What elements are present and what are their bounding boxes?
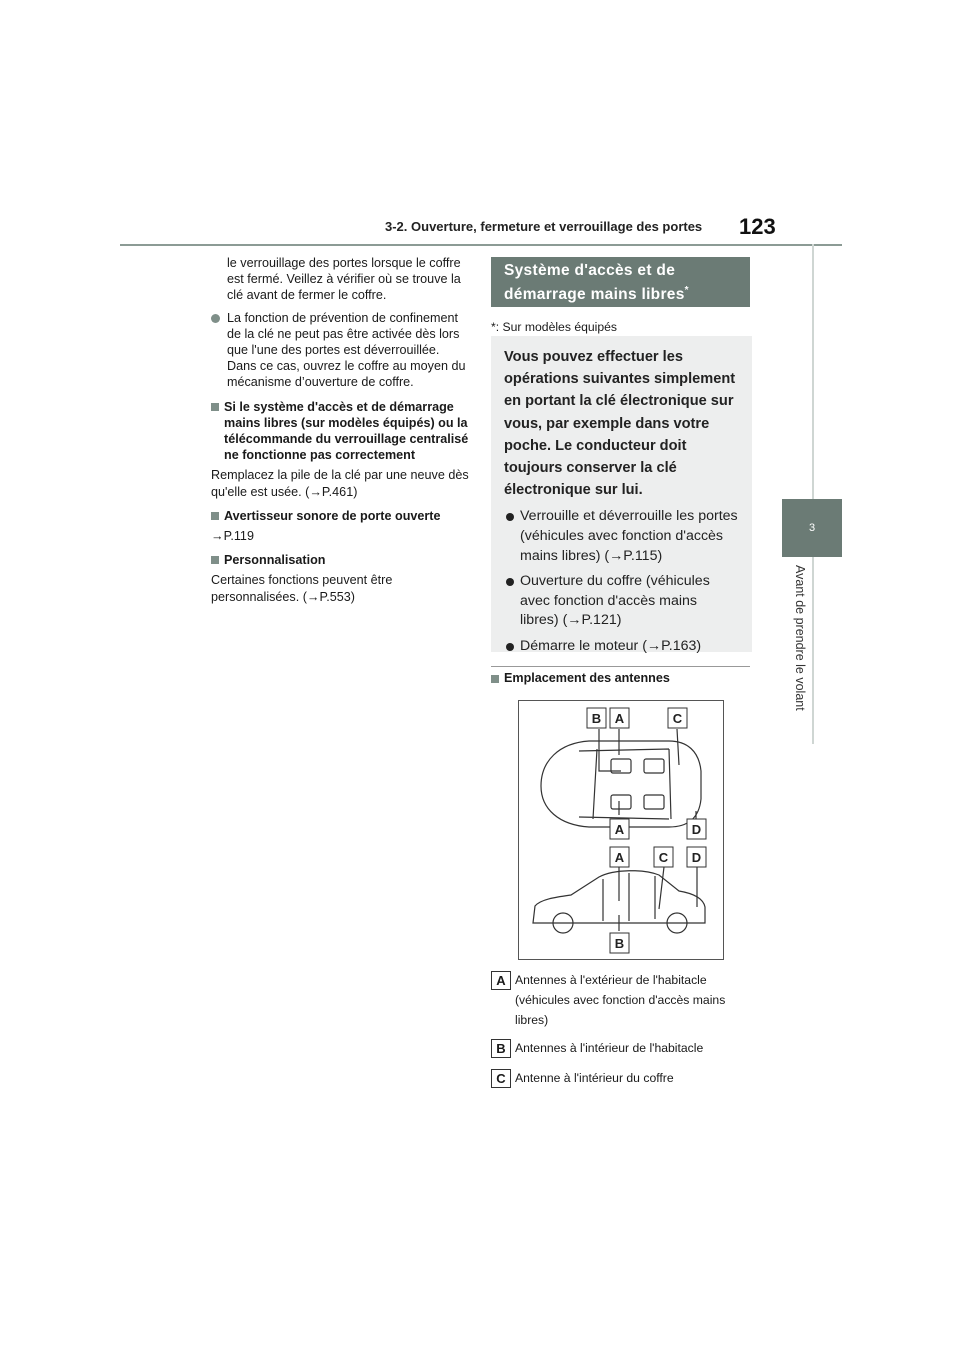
system-title-banner: [491, 257, 750, 307]
page-number: 123: [739, 214, 776, 239]
bullet-icon: [506, 643, 514, 651]
system-title-line1: Système d'accès et de: [504, 262, 676, 279]
antenna-diagram: [518, 700, 724, 960]
square-bullet-icon: [211, 556, 219, 564]
legend-item-C: [491, 1068, 750, 1088]
square-bullet-icon: [491, 675, 499, 683]
legend-item-A: [491, 970, 750, 1030]
label-low-D: D: [691, 850, 702, 865]
square-bullet-icon: [211, 512, 219, 520]
label-top-C: C: [672, 711, 683, 726]
operations-list: [504, 507, 739, 656]
list-item: Démarre le moteur (→P.163): [504, 637, 739, 657]
label-top-A: A: [614, 711, 625, 726]
list-item: Verrouille et déverrouille les portes (véhicules avec fonction d'accès mains libres) (→P.115): [504, 507, 739, 566]
label-top-B: B: [591, 711, 602, 726]
legend-item-B: [491, 1038, 750, 1058]
continued-paragraph: le verrouillage des portes lorsque le coffre est fermé. Veillez à vérifier où se trouve la clé avant de fermer le coffre.: [227, 256, 461, 303]
square-bullet-icon: [211, 403, 219, 411]
section-body: →P.119: [211, 529, 254, 544]
legend-text: Antennes à l'extérieur de l'habitacle (véhicules avec fonction d'accès mains libres): [515, 973, 726, 1027]
footnote: *: Sur modèles équipés: [491, 320, 618, 334]
legend-letter: A: [491, 971, 511, 990]
legend-letter: C: [491, 1069, 511, 1088]
header-divider: [120, 244, 842, 246]
chapter-number: 3: [808, 522, 816, 534]
bullet-text: La fonction de prévention de confinement de la clé ne peut pas être activée dès lors que l'une des portes est déverrouillée. Dans ce cas, ouvrez le coffre au moyen du mécanisme d’ouverture de coffre.: [227, 310, 466, 390]
label-low-C: C: [658, 850, 669, 865]
label-low-A: A: [614, 850, 625, 865]
car-diagram-svg: [519, 701, 722, 958]
chapter-title: Avant de prendre le volant: [793, 565, 807, 711]
list-item: [211, 310, 469, 391]
antenna-heading: Emplacement des antennes: [491, 671, 763, 685]
label-mid-D: D: [691, 822, 702, 837]
section-title: 3-2. Ouverture, fermeture et verrouillage des portes: [385, 219, 703, 234]
section-heading: Avertisseur sonore de porte ouverte: [211, 508, 469, 524]
list-item: Ouverture du coffre (véhicules avec fonction d'accès mains libres) (→P.121): [504, 572, 739, 631]
bullet-icon: [211, 314, 220, 323]
legend-text: Antenne à l'intérieur du coffre: [515, 1071, 674, 1085]
label-mid-A: A: [614, 822, 625, 837]
section-divider: [491, 666, 750, 667]
section-heading: Personnalisation: [211, 552, 469, 568]
section-heading: Si le système d'accès et de démarrage mains libres (sur modèles équipés) ou la télécommande du verrouillage centralisé ne fonctionne pas correctement: [211, 399, 469, 464]
system-title-line2: démarrage mains libres*: [504, 285, 689, 304]
side-divider: [812, 244, 814, 744]
section-body: Certaines fonctions peuvent être personnalisées. (→P.553): [211, 573, 393, 604]
bullet-icon: [506, 513, 514, 521]
label-bottom-B: B: [614, 936, 625, 951]
legend-letter: B: [491, 1039, 511, 1058]
car-top-view: [541, 741, 701, 827]
summary-box: [491, 336, 752, 652]
legend-text: Antennes à l'intérieur de l'habitacle: [515, 1041, 704, 1055]
left-column: [211, 255, 469, 611]
summary-intro: Vous pouvez effectuer les opérations suivantes simplement en portant la clé électronique sur vous, par exemple dans votre poche. Le conducteur doit toujours conserver la clé électronique sur lui.: [504, 349, 736, 499]
title-asterisk: *: [684, 285, 689, 296]
section-body: Remplacez la pile de la clé par une neuve dès qu'elle est usée. (→P.461): [211, 468, 469, 499]
chapter-label: [790, 565, 810, 735]
chapter-tab: [782, 499, 842, 557]
bullet-icon: [506, 578, 514, 586]
